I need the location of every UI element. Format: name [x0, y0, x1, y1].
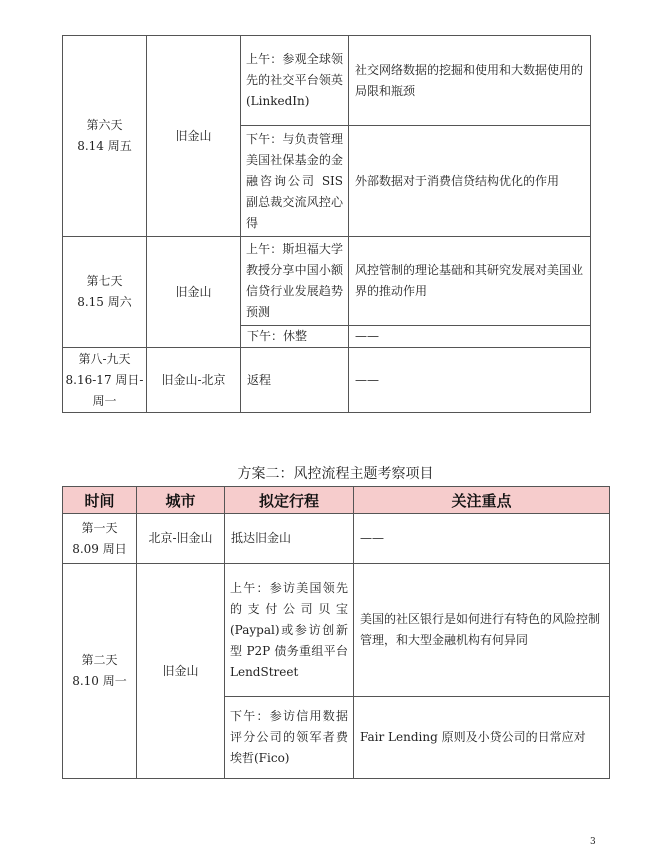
focus-cell: —— [349, 348, 591, 413]
day-label: 第六天 [86, 118, 123, 132]
time-cell [63, 348, 147, 413]
city-cell: 旧金山 [147, 237, 241, 348]
focus-cell: —— [349, 326, 591, 348]
table-row [63, 348, 591, 413]
date-label: 8.09 周日 [72, 541, 127, 556]
plan2-table [62, 486, 610, 779]
header-city: 城市 [137, 487, 225, 514]
header-time: 时间 [63, 487, 137, 514]
schedule-cell: 上午：参访美国领先的支付公司贝宝(Paypal)或参访创新型 P2P 债务重组平台 LendStreet [225, 564, 354, 697]
schedule-cell: 下午：与负责管理美国社保基金的金融咨询公司 SIS 副总裁交流风控心得 [241, 126, 349, 237]
time-cell [63, 36, 147, 237]
schedule-cell: 下午：休整 [241, 326, 349, 348]
schedule-cell: 下午：参访信用数据评分公司的领军者费埃哲(Fico) [225, 697, 354, 779]
time-cell [63, 514, 137, 564]
table-row [63, 36, 591, 126]
day-label: 第二天 [81, 653, 118, 667]
date-label: 8.14 周五 [77, 139, 132, 153]
time-cell [63, 237, 147, 348]
focus-cell: Fair Lending 原则及小贷公司的日常应对 [354, 697, 610, 779]
table-header-row [63, 487, 610, 514]
city-cell: 旧金山 [137, 564, 225, 779]
time-cell [63, 564, 137, 779]
table-row [63, 564, 610, 697]
date-label: 8.15 周六 [77, 295, 132, 309]
focus-cell: 美国的社区银行是如何进行有特色的风险控制管理，和大型金融机构有何异同 [354, 564, 610, 697]
schedule-cell: 抵达旧金山 [225, 514, 354, 564]
focus-cell: 社交网络数据的挖掘和使用和大数据使用的局限和瓶颈 [349, 36, 591, 126]
itinerary-table-continued [62, 35, 591, 413]
day-label: 第一天 [81, 520, 118, 535]
city-cell: 旧金山 [147, 36, 241, 237]
day-label: 第七天 [86, 274, 123, 288]
schedule-cell: 返程 [241, 348, 349, 413]
date-label: 8.10 周一 [72, 674, 127, 688]
date-label: 8.16-17 周日-周一 [65, 372, 144, 408]
day-label: 第八-九天 [78, 351, 131, 366]
schedule-cell: 上午：参观全球领先的社交平台领英(LinkedIn) [241, 36, 349, 126]
page-number: 3 [590, 837, 596, 847]
city-cell: 北京-旧金山 [137, 514, 225, 564]
header-focus: 关注重点 [354, 487, 610, 514]
schedule-cell: 上午：斯坦福大学教授分享中国小额信贷行业发展趋势预测 [241, 237, 349, 326]
table-row [63, 514, 610, 564]
focus-cell: —— [354, 514, 610, 564]
city-cell: 旧金山-北京 [147, 348, 241, 413]
header-schedule: 拟定行程 [225, 487, 354, 514]
focus-cell: 风控管制的理论基础和其研究发展对美国业界的推动作用 [349, 237, 591, 326]
focus-cell: 外部数据对于消费信贷结构优化的作用 [349, 126, 591, 237]
plan2-title: 方案二：风控流程主题考察项目 [237, 466, 434, 482]
table-row [63, 237, 591, 326]
